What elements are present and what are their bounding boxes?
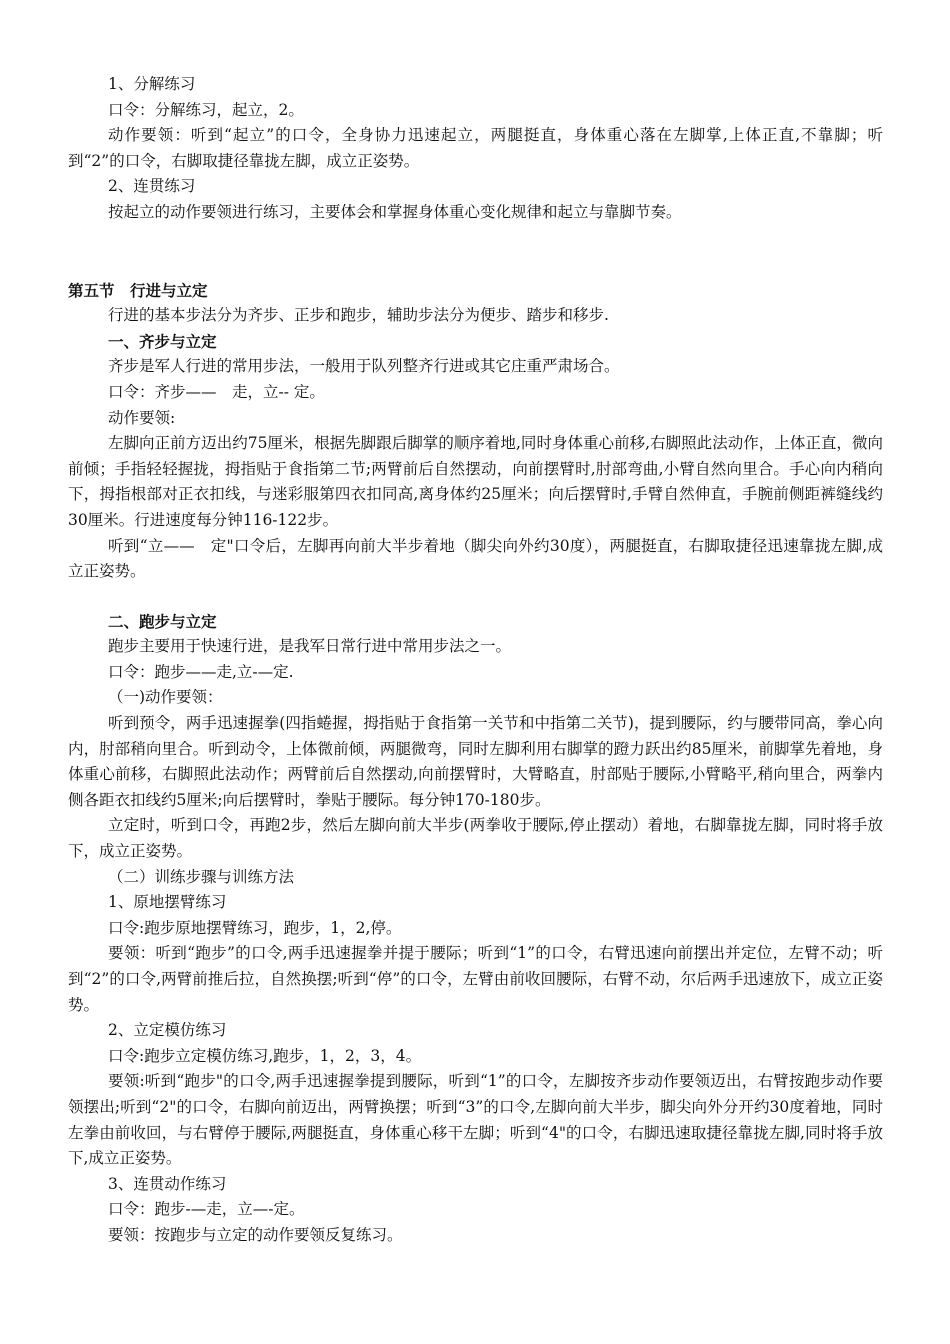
document-page: [68, 72, 883, 1249]
paragraph: 1、分解练习: [108, 75, 196, 93]
subsection-heading: 一、齐步与立定: [108, 331, 217, 351]
subsection-heading: 二、跑步与立定: [108, 611, 217, 631]
paragraph: 左脚向正前方迈出约75厘米，根据先脚跟后脚掌的顺序着地,同时身体重心前移,右脚照此法动作，上体正直，微向前倾；手指轻轻握拢，拇指贴于食指第二节;两臂前后自然摆动，向前摆臂时,肘部弯曲,小臂自然向里合。手心向内稍向下，拇指根部对正衣扣线，与迷彩服第四衣扣同高,离身体约25厘米；向后摆臂时,手臂自然伸直，手腕前侧距裤缝线约30厘米。行进速度每分钟116-122步。: [68, 434, 883, 529]
paragraph: 口令：跑步-—走，立—-定。: [108, 1200, 305, 1219]
paragraph: 行进的基本步法分为齐步、正步和跑步，辅助步法分为便步、踏步和移步.: [108, 306, 609, 325]
paragraph: 3、连贯动作练习: [108, 1174, 227, 1193]
paragraph: 口令：跑步——走,立-—定.: [108, 662, 294, 681]
paragraph: 口令：齐步—— 走，立-- 定。: [108, 382, 325, 401]
paragraph: 动作要领：听到“起立”的口令，全身协力迅速起立，两腿挺直，身体重心落在左脚掌,上体正直,不靠脚；听到“2”的口令，右脚取捷径靠拢左脚，成立正姿势。: [68, 126, 883, 170]
paragraph: 口令:跑步原地摆臂练习，跑步，1，2,停。: [108, 918, 402, 937]
paragraph: 2、连贯练习: [108, 177, 196, 196]
paragraph: 2、立定模仿练习: [108, 1021, 227, 1040]
section-heading: 第五节 行进与立定: [68, 280, 208, 300]
paragraph: 口令：分解练习，起立，2。: [108, 100, 304, 119]
paragraph: 口令:跑步立定模仿练习,跑步，1，2，3，4。: [108, 1046, 422, 1065]
paragraph: 听到“立—— 定"口令后，左脚再向前大半步着地（脚尖向外约30度），两腿挺直，右脚取捷径迅速靠拢左脚,成立正姿势。: [68, 536, 883, 581]
paragraph: 要领：按跑步与立定的动作要领反复练习。: [108, 1225, 403, 1244]
paragraph: 听到预令，两手迅速握拳(四指蜷握，拇指贴于食指第一关节和中指第二关节)，提到腰际，约与腰带同高，拳心向内，肘部稍向里合。听到动令，上体微前倾，两腿微弯，同时左脚利用右脚掌的蹬力跃出约85厘米，前脚掌先着地，身体重心前移，右脚照此法动作；两臂前后自然摆动,向前摆臂时，大臂略直，肘部贴于腰际,小臂略平,稍向里合，两拳内侧各距衣扣线约5厘米;向后摆臂时，拳贴于腰际。每分钟170-180步。: [68, 714, 883, 809]
paragraph: 要领：听到“跑步”的口令,两手迅速握拳并提于腰际；听到“1”的口令，右臂迅速向前摆出并定位，左臂不动；听到“2”的口令,两臂前推后拉，自然换摆;听到“停”的口令，左臂由前收回腰际，右臂不动，尔后两手迅速放下，成立正姿势。: [68, 944, 883, 1014]
paragraph: 立定时，听到口令，再跑2步，然后左脚向前大半步(两拳收于腰际,停止摆动）着地，右脚靠拢左脚，同时将手放下，成立正姿势。: [68, 816, 883, 861]
paragraph: 齐步是军人行进的常用步法，一般用于队列整齐行进或其它庄重严肃场合。: [108, 357, 620, 376]
paragraph: 1、原地摆臂练习: [108, 893, 227, 912]
spacer: [68, 585, 883, 609]
paragraph: （二）训练步骤与训练方法: [108, 867, 295, 886]
paragraph: 按起立的动作要领进行练习，主要体会和掌握身体重心变化规律和起立与靠脚节奏。: [108, 202, 682, 221]
paragraph: 要领:听到“跑步"的口令,两手迅速握拳提到腰际，听到“1”的口令，左脚按齐步动作要领迈出，右臂按跑步动作要领摆出;听到“2"的口令，右脚向前迈出，两臂换摆；听到“3”的口令,左脚向前大半步，脚尖向外分开约30度着地，同时左拳由前收回，与右臂停于腰际,两腿挺直，身体重心移干左脚；听到“4"的口令，右脚迅速取捷径靠拢左脚,同时将手放下,成立正姿势。: [68, 1072, 883, 1168]
paragraph: 跑步主要用于快速行进，是我军日常行进中常用步法之一。: [108, 637, 512, 656]
paragraph: （一)动作要领：: [108, 688, 223, 707]
spacer: [68, 226, 883, 278]
paragraph: 动作要领:: [108, 408, 176, 427]
